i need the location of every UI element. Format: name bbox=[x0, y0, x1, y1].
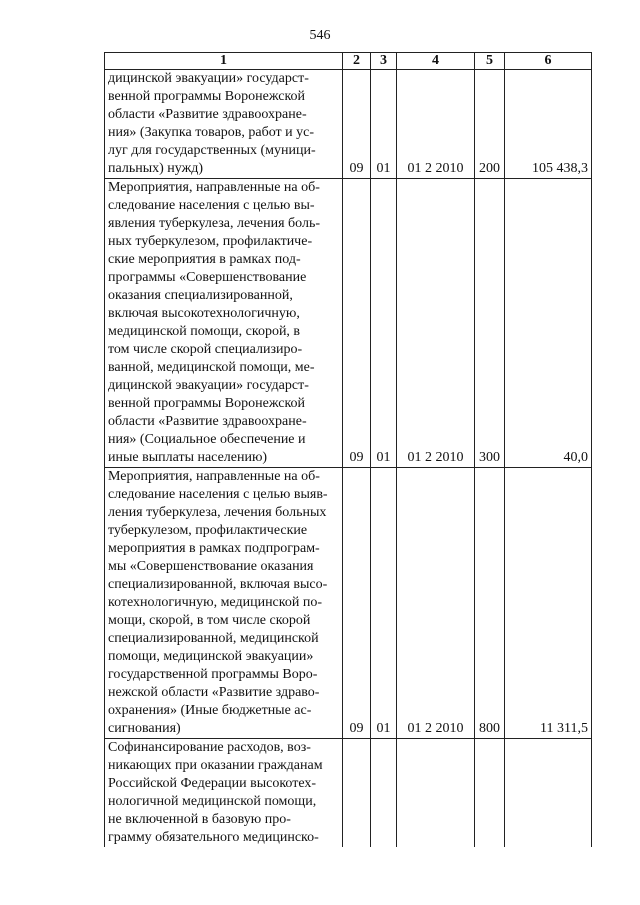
description-line: ские мероприятия в рамках под- bbox=[108, 252, 301, 267]
description-line: нежской области «Развитие здраво- bbox=[108, 685, 320, 700]
description-line: мероприятия в рамках подпрограм- bbox=[108, 541, 320, 556]
amount-value: 105 438,3 bbox=[505, 70, 592, 179]
amount-value: 40,0 bbox=[505, 179, 592, 468]
description-line: оказания специализированной, bbox=[108, 288, 293, 303]
target-article-code: 01 2 2010 bbox=[397, 70, 475, 179]
description-line: ния» (Закупка товаров, работ и ус- bbox=[108, 125, 315, 140]
table-row bbox=[105, 70, 592, 179]
section-code bbox=[343, 739, 371, 848]
table-row bbox=[105, 739, 592, 848]
description-line: ления туберкулеза, лечения больных bbox=[108, 505, 327, 520]
header-col-5: 5 bbox=[475, 53, 505, 70]
target-article-code: 01 2 2010 bbox=[397, 179, 475, 468]
row-description bbox=[105, 468, 343, 739]
page-number: 546 bbox=[309, 28, 331, 43]
description-line: луг для государственных (муници- bbox=[108, 143, 316, 158]
description-line: мы «Совершенствование оказания bbox=[108, 559, 314, 574]
description-line: венной программы Воронежской bbox=[108, 396, 306, 411]
description-line: следование населения с целью вы- bbox=[108, 198, 315, 213]
description-line: включая высокотехнологичную, bbox=[108, 306, 300, 321]
description-line: медицинской помощи, скорой, в bbox=[108, 324, 301, 339]
description-line: не включенной в базовую про- bbox=[108, 812, 291, 827]
row-description bbox=[105, 739, 343, 848]
row-description bbox=[105, 70, 343, 179]
expense-type-code bbox=[475, 739, 505, 848]
section-code: 09 bbox=[343, 70, 371, 179]
description-line: дицинской эвакуации» государст- bbox=[108, 71, 309, 86]
amount-value: 11 311,5 bbox=[505, 468, 592, 739]
table-row bbox=[105, 468, 592, 739]
description-line: Софинансирование расходов, воз- bbox=[108, 740, 311, 755]
description-line: пальных) нужд) bbox=[108, 161, 204, 176]
description-line: области «Развитие здравоохране- bbox=[108, 107, 307, 122]
description-line: котехнологичную, медицинской по- bbox=[108, 595, 323, 610]
target-article-code: 01 2 2010 bbox=[397, 468, 475, 739]
table-header-row bbox=[105, 53, 592, 70]
expense-type-code: 200 bbox=[475, 70, 505, 179]
description-line: ванной, медицинской помощи, ме- bbox=[108, 360, 315, 375]
description-line: государственной программы Воро- bbox=[108, 667, 318, 682]
header-col-6: 6 bbox=[505, 53, 592, 70]
description-line: дицинской эвакуации» государст- bbox=[108, 378, 309, 393]
description-line: ных туберкулезом, профилактиче- bbox=[108, 234, 313, 249]
description-line: программы «Совершенствование bbox=[108, 270, 307, 285]
description-line: Мероприятия, направленные на об- bbox=[108, 180, 320, 195]
description-line: ния» (Социальное обеспечение и bbox=[108, 432, 306, 447]
subsection-code: 01 bbox=[371, 70, 397, 179]
budget-table bbox=[104, 52, 592, 847]
description-line: грамму обязательного медицинско- bbox=[108, 830, 319, 845]
header-col-2: 2 bbox=[343, 53, 371, 70]
description-line: Мероприятия, направленные на об- bbox=[108, 469, 320, 484]
amount-value bbox=[505, 739, 592, 848]
description-line: иные выплаты населению) bbox=[108, 450, 268, 465]
description-line: помощи, медицинской эвакуации» bbox=[108, 649, 314, 664]
description-line: том числе скорой специализиро- bbox=[108, 342, 303, 357]
header-col-4: 4 bbox=[397, 53, 475, 70]
description-line: сигнования) bbox=[108, 721, 181, 736]
target-article-code bbox=[397, 739, 475, 848]
subsection-code bbox=[371, 739, 397, 848]
description-line: Российской Федерации высокотех- bbox=[108, 776, 317, 791]
row-description bbox=[105, 179, 343, 468]
description-line: венной программы Воронежской bbox=[108, 89, 306, 104]
section-code: 09 bbox=[343, 468, 371, 739]
description-line: следование населения с целью выяв- bbox=[108, 487, 328, 502]
description-line: области «Развитие здравоохране- bbox=[108, 414, 307, 429]
section-code: 09 bbox=[343, 179, 371, 468]
expense-type-code: 800 bbox=[475, 468, 505, 739]
description-line: туберкулезом, профилактические bbox=[108, 523, 308, 538]
subsection-code: 01 bbox=[371, 468, 397, 739]
description-line: мощи, скорой, в том числе скорой bbox=[108, 613, 311, 628]
description-line: специализированной, включая высо- bbox=[108, 577, 328, 592]
description-line: никающих при оказании гражданам bbox=[108, 758, 323, 773]
header-col-3: 3 bbox=[371, 53, 397, 70]
table-row bbox=[105, 179, 592, 468]
description-line: нологичной медицинской помощи, bbox=[108, 794, 317, 809]
description-line: охранения» (Иные бюджетные ас- bbox=[108, 703, 312, 718]
header-col-1: 1 bbox=[105, 53, 343, 70]
expense-type-code: 300 bbox=[475, 179, 505, 468]
description-line: специализированной, медицинской bbox=[108, 631, 319, 646]
subsection-code: 01 bbox=[371, 179, 397, 468]
description-line: явления туберкулеза, лечения боль- bbox=[108, 216, 320, 231]
